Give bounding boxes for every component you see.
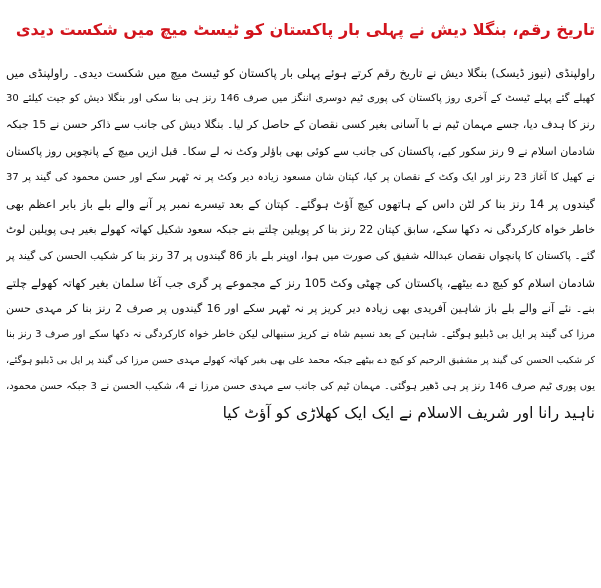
article-line: خاطر خواہ کارکردگی نہ دکھا سکے، سابق کپتان 22 رنز بنا کر پویلین چلتے بنے جبکہ سعود شکیل کھاتہ کھولے بغیر ہی پویلین لوٹ	[6, 223, 595, 237]
article-line: مرزا کی گیند پر ایل بی ڈبلیو ہوگئے۔ شاہین کے بعد نسیم شاہ نے کریز سنبھالی لیکن خاطر خواہ کارکردگی نہ دکھا سکے اور صرف 3 رنز بنا	[6, 328, 595, 340]
article-line: راولپنڈی (نیوز ڈیسک) بنگلا دیش نے تاریخ رقم کرتے ہوئے پہلی بار پاکستان کو ٹیسٹ میچ میں شکست دیدی۔ راولپنڈی میں	[6, 66, 595, 80]
article-line: رنز کا ہدف دیا، جسے مہمان ٹیم نے با آسانی بغیر کسی نقصان کے حاصل کر لیا۔ بنگلا دیش کی جانب سے ذاکر حسن نے 15 جبکہ	[6, 118, 595, 132]
article-line: ناہید رانا اور شریف الاسلام نے ایک ایک کھلاڑی کو آؤٹ کیا	[222, 404, 595, 423]
article-line: کر شکیب الحسن کی گیند پر مشفیق الرحیم کو کیچ دے بیٹھے جبکہ محمد علی بھی بغیر کھاتہ کھولے مہدی حسن مرزا کی گیند پر ایل بی ڈبلیو ہوگئے،	[6, 355, 595, 367]
article-line: گیندوں پر 14 رنز بنا کر لٹن داس کے ہاتھوں کیچ آؤٹ ہوگئے۔ کپتان کے بعد تیسرے نمبر پر آنے والے بلے باز بابر اعظم بھی	[6, 196, 595, 211]
article-line: شادمان اسلام نے 9 رنز سکور کیے، پاکستان کی جانب سے کوئی بھی باؤلر وکٹ نہ لے سکا۔ قبل ازیں میچ کے پانچویں روز پاکستان	[6, 144, 595, 158]
article-line: شادمان اسلام کو کیچ دے بیٹھے، پاکستان کی چھٹی وکٹ 105 رنز کے مجموعے پر گری جب آغا سلمان بغیر کھاتہ کھولے چلتے	[6, 275, 595, 290]
headline: تاریخ رقم، بنگلا دیش نے پہلی بار پاکستان کو ٹیسٹ میچ میں شکست دیدی	[15, 20, 595, 39]
article-line: گئے۔ پاکستان کا پانچواں نقصان عبداللہ شفیق کی صورت میں ہوا، اوپنر بلے باز 86 گیندوں پر 37 رنز بنا کر شکیب الحسن کی گیند پر	[6, 250, 595, 263]
article-line: یوں پوری ٹیم صرف 146 رنز پر ہی ڈھیر ہوگئی۔ مہمان ٹیم کی جانب سے مہدی حسن مرزا نے 4، شکیب الحسن نے 3 جبکہ حسن محمود،	[6, 381, 595, 393]
article-line: بنے۔ نئے آنے والے بلے باز شاہین آفریدی بھی زیادہ دیر کریز پر نہ ٹھہر سکے اور 16 گیندوں پر صرف 2 رنز بنا کر مہدی حسن	[6, 301, 595, 315]
article-line: کھیلے گئے پہلے ٹیسٹ کے آخری روز پاکستان کی پوری ٹیم دوسری اننگز میں صرف 146 رنز ہی بنا سکی اور بنگلا دیش کو جیت کیلئے 30	[6, 93, 595, 105]
article-body	[6, 60, 595, 584]
article-line: نے کھیل کا آغاز 23 رنز اور ایک وکٹ کے نقصان پر کیا، کپتان شان مسعود زیادہ دیر وکٹ پر نہ ٹھہر سکے اور حسن محمود کی گیند پر 37	[6, 171, 595, 183]
